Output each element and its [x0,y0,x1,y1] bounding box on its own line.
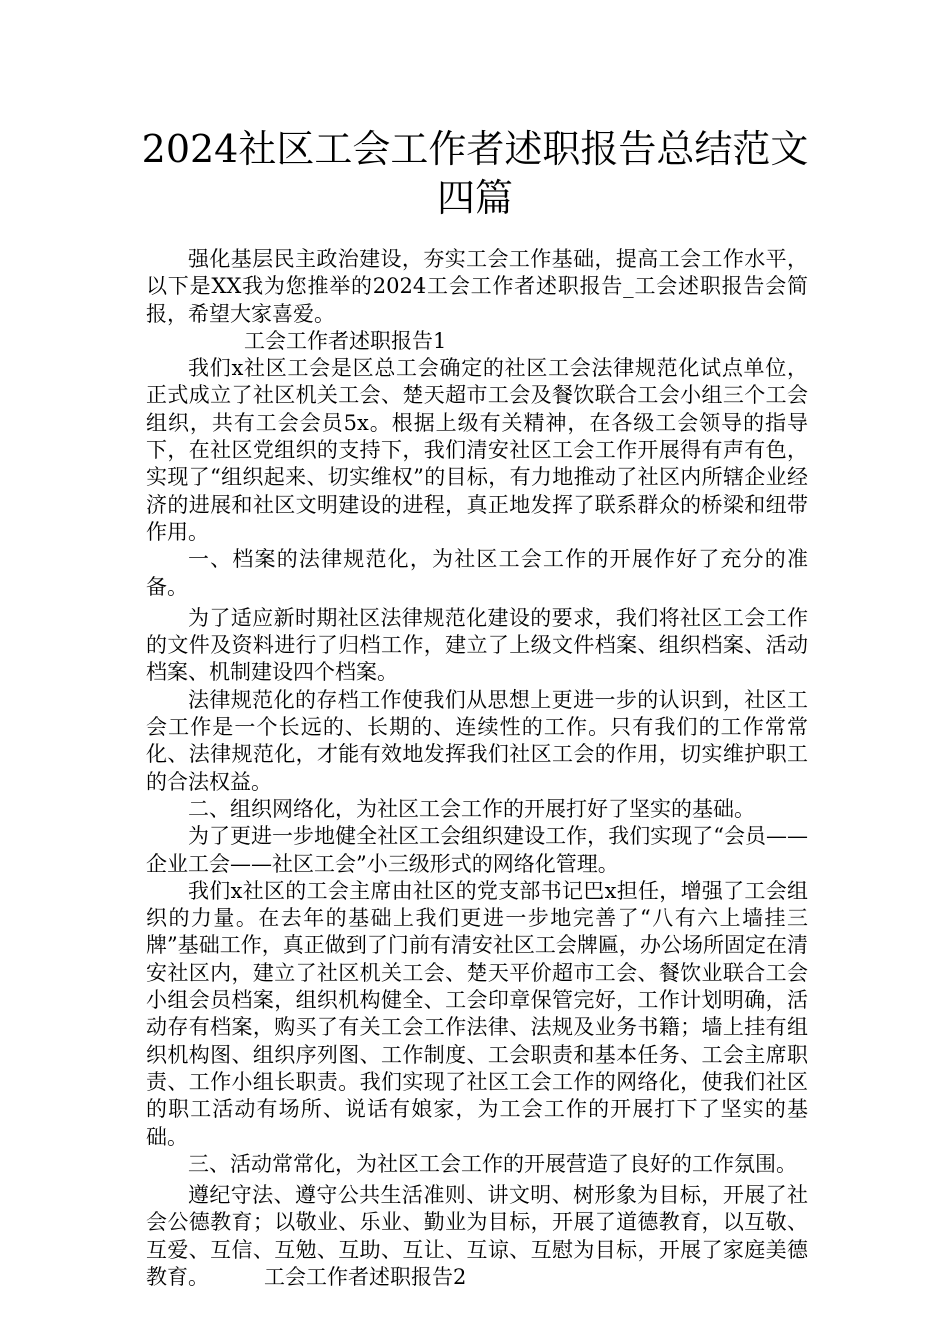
body-paragraph-text: 遵纪守法、遵守公共生活准则、讲文明、树形象为目标，开展了社会公德教育；以敬业、乐业、勤业为目标，开展了道德教育，以互敬、互爱、互信、互勉、互助、互让、互谅、互慰为目标，开展了家庭美德教育。 [146,1183,808,1289]
report-1-heading: 工会工作者述职报告1 [244,328,447,353]
body-paragraph: 我们x社区的工会主席由社区的党支部书记巴x担任，增强了工会组织的力量。在去年的基础上我们更进一步地完善了“八有六上墙挂三牌”基础工作，真正做到了门前有清安社区工会牌匾，办公场所固定在清安社区内，建立了社区机关工会、楚天平价超市工会、餐饮业联合工会小组会员档案，组织机构健全、工会印章保管完好，工作计划明确，活动存有档案，购买了有关工会工作法律、法规及业务书籍；墙上挂有组织机构图、组织序列图、工作制度、工会职责和基本任务、工会主席职责、工作小组长职责。我们实现了社区工会工作的网络化，使我们社区的职工活动有场所、说话有娘家，为工会工作的开展打下了坚实的基础。 [146,878,808,1149]
body-paragraph: 法律规范化的存档工作使我们从思想上更进一步的认识到，社区工会工作是一个长远的、长期的、连续性的工作。只有我们的工作常常化、法律规范化，才能有效地发挥我们社区工会的作用，切实维护职工的合法权益。 [146,687,808,794]
section-heading-activities: 三、活动常常化，为社区工会工作的开展营造了良好的工作氛围。 [188,1151,797,1176]
section-heading-archives: 一、档案的法律规范化，为社区工会工作的开展作好了充分的准备。 [146,547,808,599]
intro-paragraph: 强化基层民主政治建设，夯实工会工作基础，提高工会工作水平，以下是XX我为您推举的2024工会工作者述职报告_工会述职报告会简报，希望大家喜爱。 [146,247,808,326]
body-paragraph: 为了适应新时期社区法律规范化建设的要求，我们将社区工会工作的文件及资料进行了归档工作，建立了上级文件档案、组织档案、活动档案、机制建设四个档案。 [146,605,808,685]
document-title: 2024社区工会工作者述职报告总结范文四篇 [141,127,809,220]
report-2-heading: 工会工作者述职报告2 [264,1264,467,1289]
body-paragraph [146,1182,808,1291]
section-heading-network: 二、组织网络化，为社区工会工作的开展打好了坚实的基础。 [188,796,755,821]
body-paragraph: 我们x社区工会是区总工会确定的社区工会法律规范化试点单位，正式成立了社区机关工会、楚天超市工会及餐饮联合工会小组三个工会组织，共有工会会员5x。根据上级有关精神，在各级工会领导的指导下，在社区党组织的支持下，我们清安社区工会工作开展得有声有色，实现了“组织起来、切实维权”的目标，有力地推动了社区内所辖企业经济的进展和社区文明建设的进程，真正地发挥了联系群众的桥梁和纽带作用。 [146,356,808,544]
body-paragraph: 为了更进一步地健全社区工会组织建设工作，我们实现了“会员——企业工会——社区工会”小三级形式的网络化管理。 [146,824,808,876]
document-body [146,246,808,1291]
